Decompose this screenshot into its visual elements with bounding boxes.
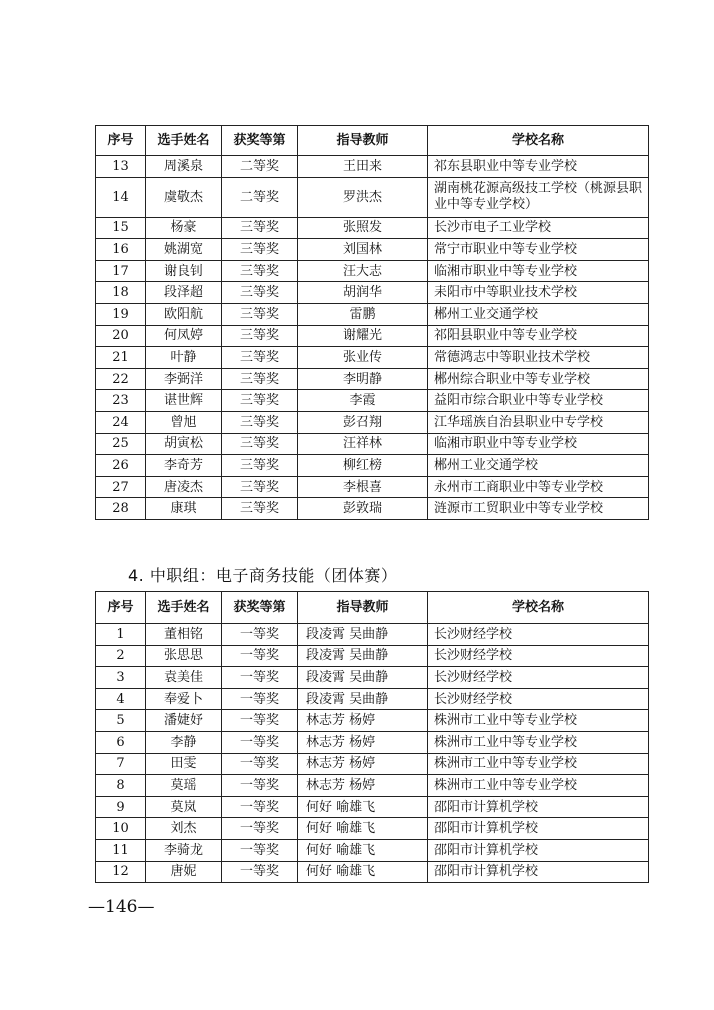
cell-teacher: 刘国林 <box>298 239 428 261</box>
cell-number: 8 <box>96 775 146 797</box>
cell-player-name: 胡寅松 <box>146 433 222 455</box>
cell-teacher: 王田来 <box>298 156 428 178</box>
cell-teacher: 彭召翔 <box>298 411 428 433</box>
table-row <box>96 624 649 646</box>
cell-school: 临湘市职业中等专业学校 <box>428 433 649 455</box>
table-row <box>96 710 649 732</box>
table-row <box>96 433 649 455</box>
cell-award: 一等奖 <box>222 688 298 710</box>
cell-school: 益阳市综合职业中等专业学校 <box>428 390 649 412</box>
cell-award: 三等奖 <box>222 368 298 390</box>
cell-player-name: 潘婕妤 <box>146 710 222 732</box>
cell-award: 一等奖 <box>222 775 298 797</box>
cell-number: 25 <box>96 433 146 455</box>
table-row <box>96 455 649 477</box>
cell-player-name: 奉爱卜 <box>146 688 222 710</box>
cell-player-name: 谌世辉 <box>146 390 222 412</box>
award-table-1 <box>95 125 649 520</box>
cell-school: 邵阳市计算机学校 <box>428 818 649 840</box>
table-row <box>96 411 649 433</box>
cell-teacher: 李根喜 <box>298 476 428 498</box>
header-award: 获奖等第 <box>222 126 298 156</box>
cell-player-name: 莫岚 <box>146 796 222 818</box>
header-number: 序号 <box>96 592 146 624</box>
cell-school: 株洲市工业中等专业学校 <box>428 753 649 775</box>
cell-award: 一等奖 <box>222 796 298 818</box>
cell-award: 一等奖 <box>222 861 298 883</box>
cell-school: 邵阳市计算机学校 <box>428 796 649 818</box>
cell-number: 1 <box>96 624 146 646</box>
table-row <box>96 282 649 304</box>
table-row <box>96 239 649 261</box>
cell-award: 三等奖 <box>222 239 298 261</box>
cell-player-name: 刘杰 <box>146 818 222 840</box>
cell-player-name: 杨豪 <box>146 217 222 239</box>
cell-player-name: 唐妮 <box>146 861 222 883</box>
cell-school: 祁东县职业中等专业学校 <box>428 156 649 178</box>
cell-teacher: 何好 喻雄飞 <box>298 796 428 818</box>
cell-number: 12 <box>96 861 146 883</box>
table-row <box>96 368 649 390</box>
cell-player-name: 叶静 <box>146 347 222 369</box>
table-row <box>96 861 649 883</box>
cell-award: 二等奖 <box>222 156 298 178</box>
cell-school: 常宁市职业中等专业学校 <box>428 239 649 261</box>
table-row <box>96 775 649 797</box>
cell-teacher: 何好 喻雄飞 <box>298 818 428 840</box>
header-name: 选手姓名 <box>146 592 222 624</box>
cell-award: 一等奖 <box>222 667 298 689</box>
cell-number: 28 <box>96 498 146 520</box>
cell-player-name: 唐凌杰 <box>146 476 222 498</box>
cell-number: 6 <box>96 731 146 753</box>
cell-award: 三等奖 <box>222 498 298 520</box>
cell-school: 邵阳市计算机学校 <box>428 839 649 861</box>
table-row <box>96 260 649 282</box>
table-row <box>96 753 649 775</box>
cell-number: 20 <box>96 325 146 347</box>
cell-teacher: 柳红榜 <box>298 455 428 477</box>
cell-school: 涟源市工贸职业中等专业学校 <box>428 498 649 520</box>
cell-number: 21 <box>96 347 146 369</box>
cell-teacher: 张照发 <box>298 217 428 239</box>
cell-number: 13 <box>96 156 146 178</box>
table-header-row <box>96 592 649 624</box>
cell-number: 7 <box>96 753 146 775</box>
table-row <box>96 303 649 325</box>
cell-school: 郴州综合职业中等专业学校 <box>428 368 649 390</box>
table-row <box>96 667 649 689</box>
cell-teacher: 汪祥林 <box>298 433 428 455</box>
cell-teacher: 林志芳 杨婷 <box>298 710 428 732</box>
table-header-row <box>96 126 649 156</box>
header-name: 选手姓名 <box>146 126 222 156</box>
cell-award: 三等奖 <box>222 390 298 412</box>
cell-award: 一等奖 <box>222 818 298 840</box>
cell-award: 一等奖 <box>222 753 298 775</box>
cell-player-name: 李奇芳 <box>146 455 222 477</box>
cell-award: 一等奖 <box>222 645 298 667</box>
table-row <box>96 645 649 667</box>
cell-award: 三等奖 <box>222 433 298 455</box>
cell-school: 郴州工业交通学校 <box>428 455 649 477</box>
table-row <box>96 390 649 412</box>
cell-teacher: 段凌霄 吴曲静 <box>298 624 428 646</box>
header-teacher: 指导教师 <box>298 126 428 156</box>
table-row <box>96 839 649 861</box>
cell-player-name: 董相铭 <box>146 624 222 646</box>
table-row <box>96 177 649 217</box>
cell-teacher: 胡润华 <box>298 282 428 304</box>
table-row <box>96 688 649 710</box>
cell-player-name: 田雯 <box>146 753 222 775</box>
cell-number: 18 <box>96 282 146 304</box>
cell-award: 二等奖 <box>222 177 298 217</box>
cell-award: 三等奖 <box>222 347 298 369</box>
cell-teacher: 谢耀光 <box>298 325 428 347</box>
cell-number: 22 <box>96 368 146 390</box>
table-row <box>96 731 649 753</box>
cell-school: 耒阳市中等职业技术学校 <box>428 282 649 304</box>
cell-award: 三等奖 <box>222 411 298 433</box>
cell-school: 长沙财经学校 <box>428 645 649 667</box>
cell-player-name: 谢良钊 <box>146 260 222 282</box>
cell-player-name: 姚湖宽 <box>146 239 222 261</box>
cell-award: 一等奖 <box>222 710 298 732</box>
cell-teacher: 林志芳 杨婷 <box>298 775 428 797</box>
cell-player-name: 段泽超 <box>146 282 222 304</box>
table-row <box>96 325 649 347</box>
cell-teacher: 段凌霄 吴曲静 <box>298 645 428 667</box>
cell-teacher: 汪大志 <box>298 260 428 282</box>
cell-player-name: 李弼洋 <box>146 368 222 390</box>
cell-award: 一等奖 <box>222 839 298 861</box>
cell-player-name: 何凤婷 <box>146 325 222 347</box>
header-number: 序号 <box>96 126 146 156</box>
cell-school: 邵阳市计算机学校 <box>428 861 649 883</box>
cell-teacher: 段凌霄 吴曲静 <box>298 688 428 710</box>
cell-award: 三等奖 <box>222 303 298 325</box>
cell-number: 23 <box>96 390 146 412</box>
cell-number: 14 <box>96 177 146 217</box>
cell-school: 株洲市工业中等专业学校 <box>428 775 649 797</box>
cell-number: 26 <box>96 455 146 477</box>
cell-school: 长沙市电子工业学校 <box>428 217 649 239</box>
cell-number: 3 <box>96 667 146 689</box>
cell-school: 江华瑶族自治县职业中专学校 <box>428 411 649 433</box>
table-row <box>96 818 649 840</box>
cell-number: 9 <box>96 796 146 818</box>
cell-player-name: 张思思 <box>146 645 222 667</box>
cell-player-name: 欧阳航 <box>146 303 222 325</box>
cell-player-name: 李骑龙 <box>146 839 222 861</box>
cell-school: 株洲市工业中等专业学校 <box>428 731 649 753</box>
cell-number: 19 <box>96 303 146 325</box>
table-row <box>96 796 649 818</box>
cell-number: 27 <box>96 476 146 498</box>
cell-teacher: 李明静 <box>298 368 428 390</box>
cell-award: 一等奖 <box>222 731 298 753</box>
cell-player-name: 虞敬杰 <box>146 177 222 217</box>
cell-number: 15 <box>96 217 146 239</box>
cell-number: 5 <box>96 710 146 732</box>
cell-number: 11 <box>96 839 146 861</box>
table-row <box>96 156 649 178</box>
table-row <box>96 476 649 498</box>
cell-school: 长沙财经学校 <box>428 624 649 646</box>
cell-award: 三等奖 <box>222 455 298 477</box>
cell-school: 长沙财经学校 <box>428 688 649 710</box>
cell-teacher: 林志芳 杨婷 <box>298 731 428 753</box>
cell-player-name: 李静 <box>146 731 222 753</box>
cell-school: 株洲市工业中等专业学校 <box>428 710 649 732</box>
cell-number: 10 <box>96 818 146 840</box>
cell-award: 三等奖 <box>222 325 298 347</box>
cell-teacher: 何好 喻雄飞 <box>298 861 428 883</box>
award-table-2 <box>95 591 649 883</box>
header-award: 获奖等第 <box>222 592 298 624</box>
cell-teacher: 林志芳 杨婷 <box>298 753 428 775</box>
header-school: 学校名称 <box>428 592 649 624</box>
cell-school: 临湘市职业中等专业学校 <box>428 260 649 282</box>
cell-award: 三等奖 <box>222 260 298 282</box>
cell-teacher: 彭敦瑞 <box>298 498 428 520</box>
cell-number: 17 <box>96 260 146 282</box>
cell-player-name: 康琪 <box>146 498 222 520</box>
header-teacher: 指导教师 <box>298 592 428 624</box>
cell-number: 16 <box>96 239 146 261</box>
cell-player-name: 曾旭 <box>146 411 222 433</box>
table-row <box>96 217 649 239</box>
cell-school: 湖南桃花源高级技工学校（桃源县职业中等专业学校） <box>428 177 649 217</box>
cell-school: 郴州工业交通学校 <box>428 303 649 325</box>
cell-teacher: 雷鹏 <box>298 303 428 325</box>
cell-school: 长沙财经学校 <box>428 667 649 689</box>
section-heading: 4. 中职组：电子商务技能（团体赛） <box>128 566 398 585</box>
cell-school: 祁阳县职业中等专业学校 <box>428 325 649 347</box>
table-row <box>96 347 649 369</box>
cell-school: 常德鸿志中等职业技术学校 <box>428 347 649 369</box>
header-school: 学校名称 <box>428 126 649 156</box>
cell-teacher: 何好 喻雄飞 <box>298 839 428 861</box>
cell-number: 2 <box>96 645 146 667</box>
cell-award: 三等奖 <box>222 217 298 239</box>
cell-award: 一等奖 <box>222 624 298 646</box>
cell-number: 4 <box>96 688 146 710</box>
cell-school: 永州市工商职业中等专业学校 <box>428 476 649 498</box>
cell-player-name: 莫瑶 <box>146 775 222 797</box>
cell-number: 24 <box>96 411 146 433</box>
cell-teacher: 张业传 <box>298 347 428 369</box>
cell-player-name: 周溪泉 <box>146 156 222 178</box>
cell-player-name: 袁美佳 <box>146 667 222 689</box>
cell-award: 三等奖 <box>222 476 298 498</box>
cell-award: 三等奖 <box>222 282 298 304</box>
cell-teacher: 段凌霄 吴曲静 <box>298 667 428 689</box>
cell-teacher: 李霞 <box>298 390 428 412</box>
table-row <box>96 498 649 520</box>
cell-teacher: 罗洪杰 <box>298 177 428 217</box>
page-number: —146— <box>88 897 155 917</box>
